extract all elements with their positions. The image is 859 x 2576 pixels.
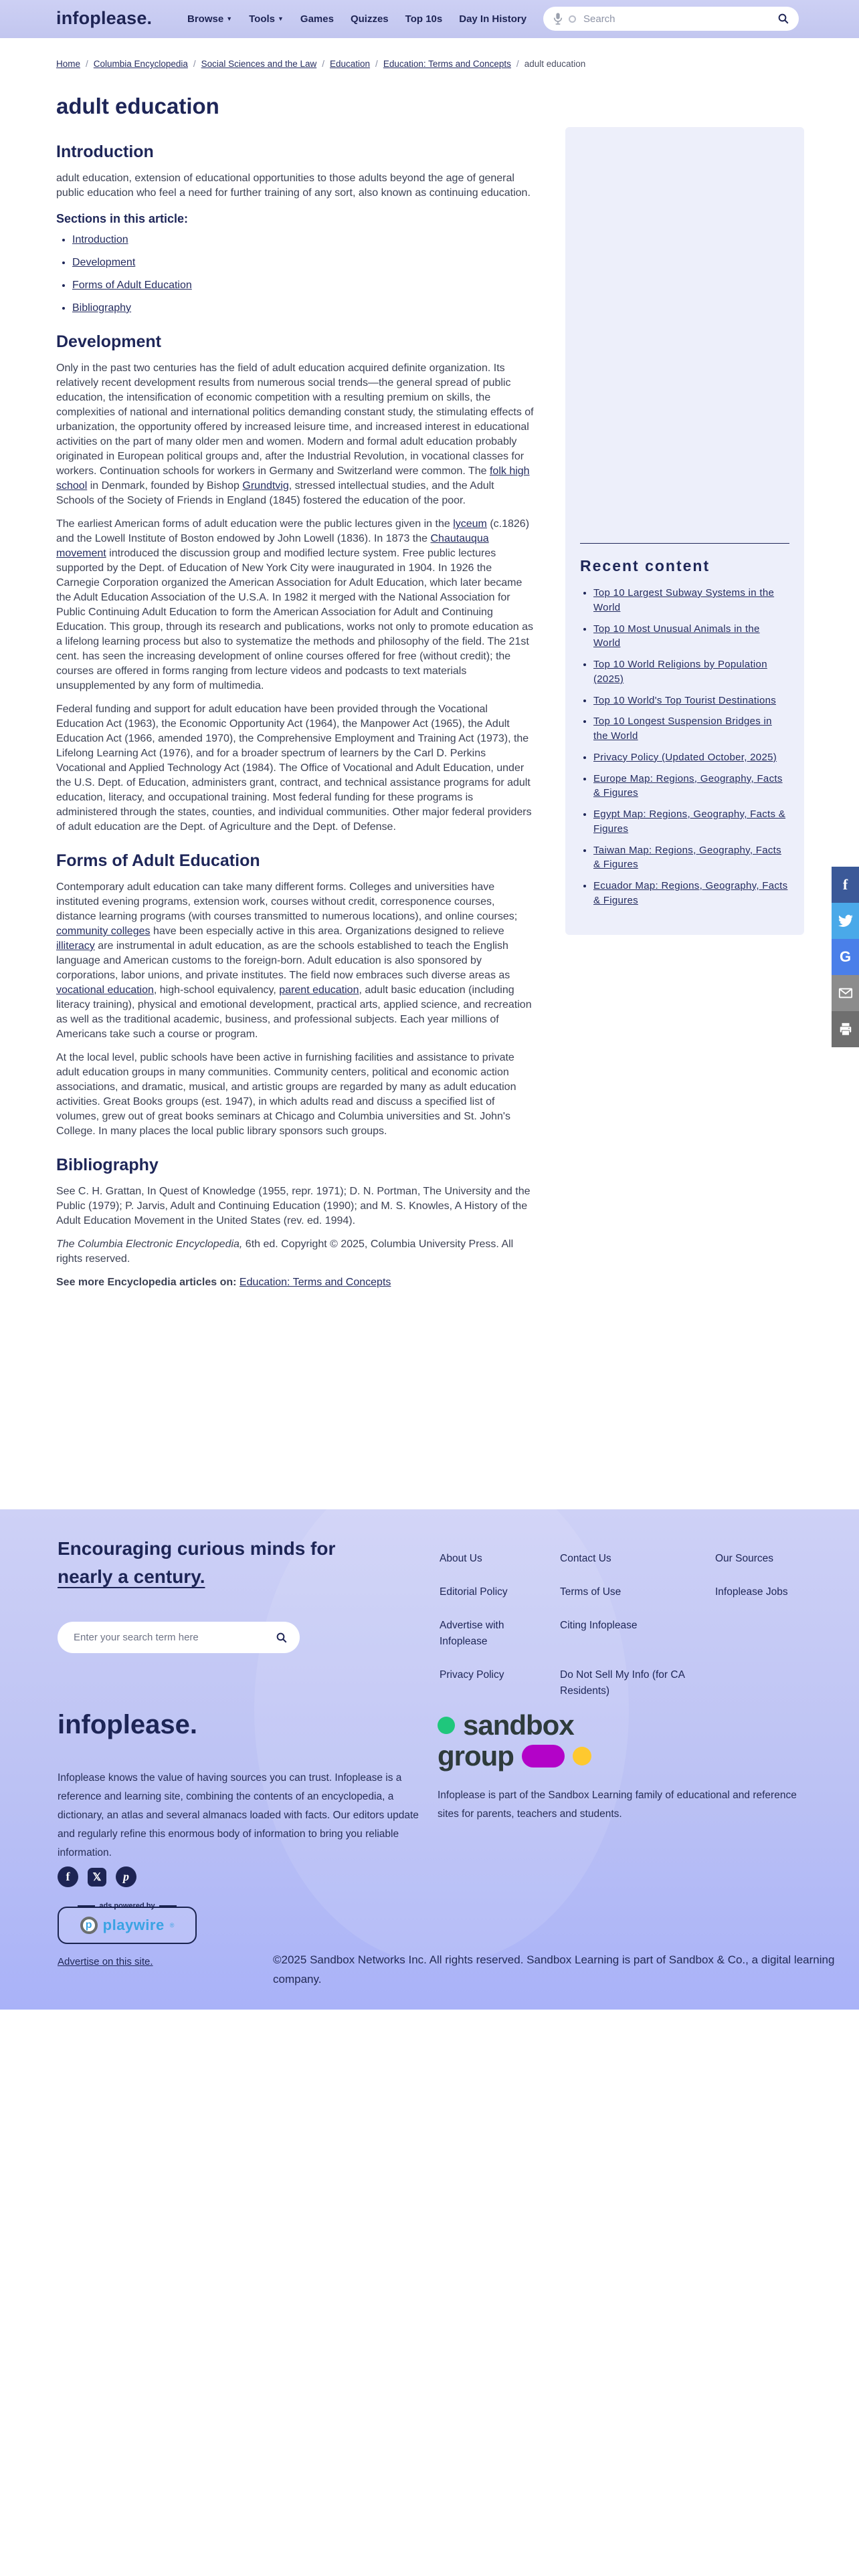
search-input[interactable] bbox=[582, 13, 777, 25]
chevron-down-icon: ▼ bbox=[226, 15, 233, 22]
recent-content-item bbox=[593, 586, 789, 615]
heading-introduction: Introduction bbox=[56, 142, 154, 161]
recent-content-list bbox=[580, 586, 789, 908]
nav-top10s[interactable]: Top 10s bbox=[405, 13, 443, 25]
article-link[interactable]: parent education bbox=[279, 984, 359, 996]
recent-content-item bbox=[593, 693, 789, 708]
recent-content-heading: Recent content bbox=[580, 557, 710, 574]
recent-content-item bbox=[593, 843, 789, 873]
forms-paragraph-2: At the local level, public schools have been active in furnishing facilities and assistance to private adult education groups in many communities. Community centers, political and economic action associations, and dramatic, musical, and artistic groups are regarded by many as adult education activities. Great Books groups (est. 1947), in which adults read and discuss a specified list of volumes, grew out of great books seminars at Chicago and Columbia universities and St. John's College. In many places the local public library sponsors such groups. bbox=[56, 1052, 516, 1137]
footer-headline: Encouraging curious minds for nearly a century. bbox=[58, 1538, 336, 1587]
intro-paragraph: adult education, extension of educational opportunities to those adults beyond the age of general public education who feel a need for further training of any sort, also known as continuing education. bbox=[56, 173, 531, 199]
pinterest-icon[interactable]: p bbox=[116, 1866, 136, 1887]
section-item bbox=[72, 301, 534, 316]
share-email-button[interactable] bbox=[832, 975, 859, 1011]
site-header bbox=[0, 0, 859, 38]
sandbox-green-dot bbox=[438, 1717, 455, 1734]
site-footer bbox=[0, 1509, 859, 2010]
recent-content-link[interactable]: Taiwan Map: Regions, Geography, Facts & Figures bbox=[593, 844, 781, 871]
recent-content-link[interactable]: Top 10 World's Top Tourist Destinations bbox=[593, 694, 777, 706]
footer-search bbox=[58, 1622, 300, 1653]
search-icon[interactable] bbox=[777, 13, 789, 25]
breadcrumb-education-terms[interactable]: Education: Terms and Concepts bbox=[383, 59, 511, 69]
nav-quizzes[interactable]: Quizzes bbox=[350, 13, 389, 25]
article-link[interactable]: lyceum bbox=[453, 518, 487, 530]
nav-games[interactable]: Games bbox=[300, 13, 334, 25]
article-link[interactable]: Grundtvig bbox=[242, 480, 289, 492]
footer-link-citing-infoplease[interactable]: Citing Infoplease bbox=[560, 1620, 638, 1631]
breadcrumb-columbia-encyclopedia[interactable]: Columbia Encyclopedia bbox=[93, 59, 188, 69]
recent-content-link[interactable]: Top 10 Most Unusual Animals in the World bbox=[593, 623, 760, 649]
recent-content-link[interactable]: Europe Map: Regions, Geography, Facts & Figures bbox=[593, 772, 783, 799]
footer-link-terms-of-use[interactable]: Terms of Use bbox=[560, 1586, 622, 1598]
breadcrumb-education[interactable]: Education bbox=[330, 59, 371, 69]
page-title: adult education bbox=[56, 94, 219, 119]
footer-search-input[interactable] bbox=[72, 1631, 276, 1644]
development-paragraph-1: Only in the past two centuries has the field of adult education acquired definite organization. Its relatively recent development results from numerous social trends—the general spread of public education, the intensification of economic competition with a resulting premium on skills, the complexities of national and international politics demanding constant study, the stimulating effects of urbanization, the opportunity offered by increased leisure time, and increased interest in educational activities on the part of many older men and women. Modern and formal adult education probably originated in European political groups and, after the Industrial Revolution, in vocational classes for workers. Continuation schools for workers in Germany and Switzerland were common. The folk high school in Denmark, founded by Bishop Grundtvig, stressed intellectual studies, and the Adult Schools of the Society of Friends in England (1845) fostered the education of the poor. bbox=[56, 362, 534, 506]
recent-content-item bbox=[593, 879, 789, 908]
recent-content-item bbox=[593, 622, 789, 651]
bibliography-paragraph: See C. H. Grattan, In Quest of Knowledge (1955, repr. 1971); D. N. Portman, The University and the Public (1979); P. Jarvis, Adult and Continuing Education (1990); and M. S. Knowles, A History of the Adult Education Movement in the United States (rev. ed. 1994). bbox=[56, 1186, 531, 1226]
recent-content-link[interactable]: Top 10 World Religions by Population (2025) bbox=[593, 659, 767, 685]
sections-list bbox=[56, 233, 534, 316]
forms-paragraph-1: Contemporary adult education can take many different forms. Colleges and universities have instituted evening programs, extension work, courses without credit, corresponence courses, distance learning programs (with courses transmitted to numerous locations), and online courses; community colleges have been especially active in this area. Organizations designed to relieve illiteracy are instrumental in adult education, as are the schools established to teach the English language and American customs to the foreign-born. Adult education is also sponsored by corporations, labor unions, and private institutes. The field now embraces such diverse areas as vocational education, high-school equivalency, parent education, adult basic education (including literacy training), physical and emotional development, practical arts, applied science, and recreation as well as the traditional academic, business, and professional subjects. Each year millions of Americans take such a course or program. bbox=[56, 881, 532, 1040]
search-icon[interactable] bbox=[276, 1632, 288, 1644]
breadcrumb-current: adult education bbox=[524, 59, 586, 69]
footer-link-advertise[interactable]: Advertise with Infoplease bbox=[440, 1620, 504, 1647]
recent-content-item bbox=[593, 807, 789, 837]
development-paragraph-3: Federal funding and support for adult education have been provided through the Vocational Education Act (1963), the Economic Opportunity Act (1964), the Manpower Act (1965), the Adult Education Act (1966, amended 1970), the Comprehensive Employment and Training Act (1973), the Lifelong Learning Act (1976), and for a broader spectrum of learners by the Carl D. Perkins Vocational and Applied Technology Act (1984). The Office of Vocational and Adult Education, under the U.S. Dept. of Education, administers grant, contract, and technical assistance programs for adult education, literacy, and occupational training. Most federal funding for these programs is administered through the states, counties, and individual communities. Other major federal providers of adult education are the Dept. of Agriculture and the Dept. of Defense. bbox=[56, 704, 532, 833]
heading-bibliography: Bibliography bbox=[56, 1156, 159, 1174]
right-sidebar bbox=[565, 127, 804, 935]
header-search bbox=[543, 7, 799, 31]
footer-link-do-not-sell[interactable]: Do Not Sell My Info (for CA Residents) bbox=[560, 1669, 685, 1697]
sandbox-yellow-dot bbox=[573, 1747, 591, 1765]
record-circle-icon bbox=[569, 15, 576, 23]
recent-content-link[interactable]: Privacy Policy (Updated October, 2025) bbox=[593, 751, 777, 763]
x-twitter-icon[interactable]: 𝕏 bbox=[88, 1868, 106, 1887]
share-twitter-button[interactable] bbox=[832, 903, 859, 939]
playwire-badge[interactable]: ads powered by p playwire ® bbox=[58, 1907, 197, 1944]
playwire-wordmark: playwire bbox=[102, 1917, 165, 1933]
section-link[interactable]: Forms of Adult Education bbox=[72, 280, 192, 291]
footer-link-privacy-policy[interactable]: Privacy Policy bbox=[440, 1669, 504, 1681]
share-facebook-button[interactable] bbox=[832, 867, 859, 903]
recent-content-item bbox=[593, 750, 789, 765]
group-wordmark: group bbox=[438, 1740, 514, 1772]
footer-link-contact-us[interactable]: Contact Us bbox=[560, 1553, 611, 1564]
copyright-paragraph: The Columbia Electronic Encyclopedia, 6th ed. Copyright © 2025, Columbia University Press. All rights reserved. bbox=[56, 1239, 514, 1265]
footer-link-our-sources[interactable]: Our Sources bbox=[715, 1553, 774, 1564]
article-body bbox=[56, 142, 534, 1299]
see-more-paragraph: See more Encyclopedia articles on: Education: Terms and Concepts bbox=[56, 1277, 391, 1288]
email-icon bbox=[838, 986, 853, 1000]
footer-link-about-us[interactable]: About Us bbox=[440, 1553, 482, 1564]
twitter-icon bbox=[838, 914, 853, 928]
recent-content-item bbox=[593, 714, 789, 744]
recent-content-link[interactable]: Top 10 Longest Suspension Bridges in the World bbox=[593, 716, 772, 742]
footer-link-editorial-policy[interactable]: Editorial Policy bbox=[440, 1586, 508, 1598]
sandbox-wordmark: sandbox bbox=[463, 1709, 574, 1741]
share-google-button[interactable] bbox=[832, 939, 859, 975]
article-link[interactable]: folk high school bbox=[56, 465, 530, 492]
article-link[interactable]: illiteracy bbox=[56, 940, 95, 952]
section-item bbox=[72, 278, 534, 293]
footer-social-icons bbox=[58, 1866, 136, 1887]
infoplease-logo[interactable]: infoplease. bbox=[56, 8, 153, 28]
heading-development: Development bbox=[56, 332, 161, 351]
footer-about-text: Infoplease knows the value of having sources you can trust. Infoplease is a reference and learning site, combining the contents of an encyclopedia, a dictionary, an atlas and several almanacs loaded with facts. Our editors update and regularly refine this enormous body of information to bring you reliable information. bbox=[58, 1772, 419, 1858]
footer-copyright: ©2025 Sandbox Networks Inc. All rights reserved. Sandbox Learning is part of Sandbox & Co., a digital learning company. bbox=[273, 1953, 835, 1985]
recent-content-item bbox=[593, 657, 789, 687]
footer-links bbox=[440, 1551, 849, 1699]
article-link[interactable]: Chautauqua movement bbox=[56, 533, 489, 559]
google-icon: G bbox=[839, 948, 852, 965]
ads-powered-by-label: ads powered by bbox=[99, 1902, 155, 1910]
footer-infoplease-logo[interactable]: infoplease. bbox=[58, 1710, 197, 1739]
recent-content-link[interactable]: Egypt Map: Regions, Geography, Facts & Figures bbox=[593, 809, 786, 835]
chevron-down-icon: ▼ bbox=[278, 15, 284, 22]
sandbox-description: Infoplease is part of the Sandbox Learning family of educational and reference sites for parents, teachers and students. bbox=[438, 1789, 797, 1820]
nav-tools[interactable]: Tools ▼ bbox=[249, 13, 284, 25]
section-link[interactable]: Introduction bbox=[72, 234, 128, 245]
microphone-icon[interactable] bbox=[553, 12, 563, 25]
facebook-icon: f bbox=[842, 876, 848, 893]
advertise-on-this-site-link[interactable]: Advertise on this site. bbox=[58, 1956, 153, 1967]
heading-sections-in-article: Sections in this article: bbox=[56, 212, 189, 225]
sandbox-magenta-pill bbox=[522, 1745, 565, 1767]
facebook-icon[interactable]: f bbox=[58, 1866, 78, 1887]
section-item bbox=[72, 255, 534, 270]
nav-browse[interactable]: Browse ▼ bbox=[187, 13, 233, 25]
recent-content-link[interactable]: Top 10 Largest Subway Systems in the World bbox=[593, 587, 775, 613]
recent-content-item bbox=[593, 772, 789, 801]
breadcrumb-social-sciences[interactable]: Social Sciences and the Law bbox=[201, 59, 317, 69]
breadcrumb-home[interactable]: Home bbox=[56, 59, 81, 69]
breadcrumb: Home / Columbia Encyclopedia / Social Sciences and the Law / Education / Education: Terms and Concepts / adult education bbox=[56, 59, 586, 69]
social-share-rail bbox=[832, 867, 859, 1047]
article-link[interactable]: vocational education bbox=[56, 984, 154, 996]
sidebar-divider bbox=[580, 543, 789, 544]
section-item bbox=[72, 233, 534, 247]
heading-forms-of-adult-education: Forms of Adult Education bbox=[56, 851, 260, 870]
article-link[interactable]: community colleges bbox=[56, 926, 151, 937]
nav-day-in-history[interactable]: Day In History bbox=[459, 13, 527, 25]
section-link[interactable]: Bibliography bbox=[72, 302, 132, 314]
ad-placeholder bbox=[580, 144, 789, 543]
top-navigation bbox=[187, 13, 527, 25]
article-link[interactable]: Education: Terms and Concepts bbox=[239, 1277, 391, 1288]
recent-content-link[interactable]: Ecuador Map: Regions, Geography, Facts & Figures bbox=[593, 880, 788, 906]
footer-link-infoplease-jobs[interactable]: Infoplease Jobs bbox=[715, 1586, 788, 1598]
print-icon bbox=[838, 1022, 853, 1037]
section-link[interactable]: Development bbox=[72, 257, 136, 268]
playwire-icon: p bbox=[80, 1917, 98, 1934]
development-paragraph-2: The earliest American forms of adult education were the public lectures given in the lyceum (c.1826) and the Lowell Institute of Boston endowed by John Lowell (1836). In 1873 the Chautauqua movement introduced the discussion group and modified lecture system. Free public lectures supported by the Dept. of Education of New York City were inaugurated in 1904. In 1926 the Carnegie Corporation organized the American Association for Adult Education, which later became the Adult Education Association of the U.S.A. In 1982 it merged with the National Association for Public Continuing Adult Education to form the American Association for Adult and Continuing Education. This group, through its research and publications, works not only to promote education as a lifelong learning process but also to systematize the methods and philosophy of the field. The 21st cent. has seen the increasing development of online courses offered for free (without credit); the courses are offered in forms ranging from lecture videos and podcasts to text materials unsupplemented by any form of multimedia. bbox=[56, 518, 534, 691]
sandbox-group-logo[interactable] bbox=[438, 1710, 591, 1772]
share-print-button[interactable] bbox=[832, 1011, 859, 1047]
